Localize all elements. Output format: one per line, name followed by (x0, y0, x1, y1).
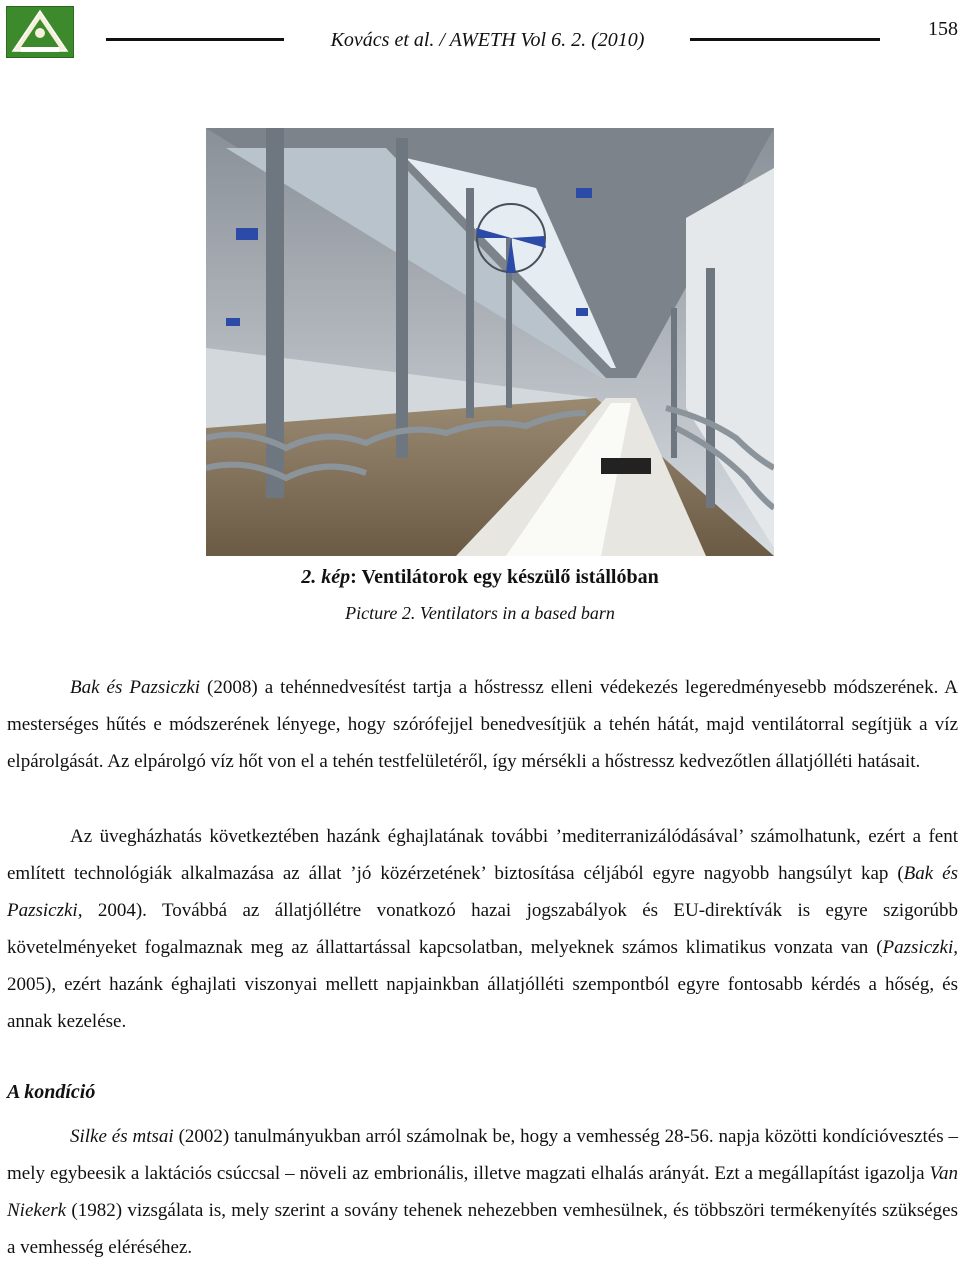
citation: Bak és Pazsiczki, (7, 863, 958, 921)
figure-caption-en: Picture 2. Ventilators in a based barn (345, 603, 615, 623)
citation: Pazsiczki, (882, 937, 958, 958)
running-head: Kovács et al. / AWETH Vol 6. 2. (2010) (330, 29, 645, 51)
paragraph-3 (7, 1118, 958, 1266)
header-rule-left (106, 38, 284, 41)
paragraph-1 (7, 669, 958, 780)
section-heading: A kondíció (7, 1081, 96, 1103)
barn-photo (206, 128, 774, 556)
citation: Silke és mtsai (70, 1126, 174, 1147)
caption-label: 2. kép (301, 566, 351, 588)
paragraph-text: (2008) a tehénnedvesítést tartja a hőstressz elleni védekezés legeredményesebb módszerének. A mesterséges hűtés e módszerének lényege, hogy szórófejjel benedvesítjük a tehén hátát, majd ventilátorral segítjük a víz elpárolgását. Az elpárolgó víz hőt von el a tehén testfelületéről, így mérsékli a hőstressz kedvezőtlen állatjólléti hatásait. (7, 677, 958, 772)
paragraph-text: (2002) tanulmányukban arról számolnak be, hogy a vemhesség 28-56. napja közötti kondícióvesztés – mely egybeesik a laktációs csúccsal – növeli az embrionális, illetve magzati elhalás arányát. Ezt a megállapítást igazolja (7, 1126, 958, 1184)
journal-logo (6, 6, 74, 58)
paragraph-text: (1982) vizsgálata is, mely szerint a sovány tehenek nehezebben vemhesülnek, és többszöri termékenyítés szükséges a vemhesség eléréséhez. (7, 1200, 958, 1258)
paragraph-2 (7, 818, 958, 1040)
paragraph-text: 2005), ezért hazánk éghajlati viszonyai mellett napjainkban állatjólléti szempontból egyre fontosabb kérdés a hőség, és annak kezelése. (7, 974, 958, 1032)
page-number: 158 (928, 18, 958, 40)
caption-text: : Ventilátorok egy készülő istállóban (350, 566, 659, 588)
citation: Van Niekerk (7, 1163, 958, 1221)
header-rule-right (690, 38, 880, 41)
paragraph-text: Az üvegházhatás következtében hazánk éghajlatának további ’mediterranizálódásával’ számolhatunk, ezért a fent említett technológiák alkalmazása az állat ’jó közérzetének’ biztosítása céljából egyre nagyobb hangsúlyt kap ( (7, 826, 958, 884)
figure-caption-hu (0, 566, 960, 589)
citation: Bak és Pazsiczki (70, 677, 201, 698)
paragraph-text: 2004). Továbbá az állatjóllétre vonatkozó hazai jogszabályok és EU-direktívák is egyre szigorúbb követelményeket fogalmaznak meg az állattartással kapcsolatban, melyeknek számos klimatikus vonzata van ( (7, 900, 958, 958)
